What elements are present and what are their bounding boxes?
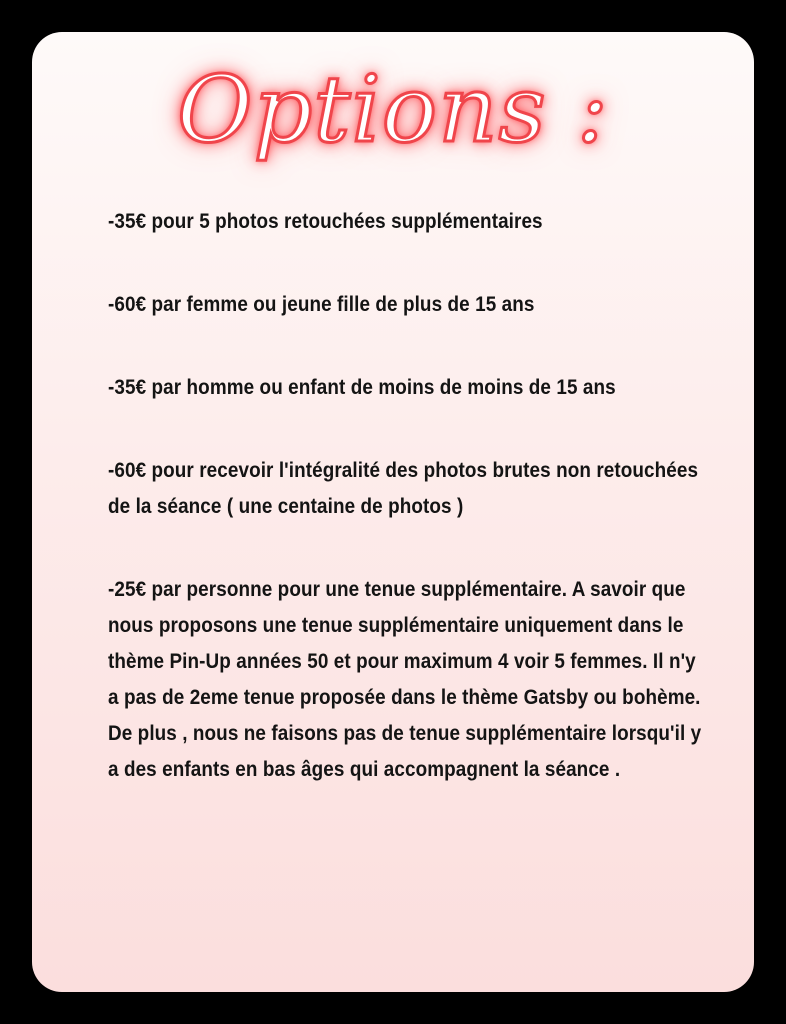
option-item: -60€ par femme ou jeune fille de plus de 15 ans [108,293,535,316]
option-item: -35€ par homme ou enfant de moins de moins de 15 ans [108,376,616,399]
option-item: -35€ pour 5 photos retouchées supplémentaires [108,210,543,233]
page-title: Options : [177,56,609,163]
options-card [32,32,754,992]
option-item: -25€ par personne pour une tenue supplémentaire. A savoir que nous proposons une tenue supplémentaire uniquement dans le thème Pin-Up années 50 et pour maximum 4 voir 5 femmes. Il n'y a pas de 2eme tenue proposée dans le thème Gatsby ou bohème. De plus , nous ne faisons pas de tenue supplémentaire lorsqu'il y a des enfants en bas âges qui accompagnent la séance . [108,578,702,781]
options-list [108,204,708,835]
option-item: -60€ pour recevoir l'intégralité des photos brutes non retouchées de la séance ( une centaine de photos ) [108,459,699,518]
